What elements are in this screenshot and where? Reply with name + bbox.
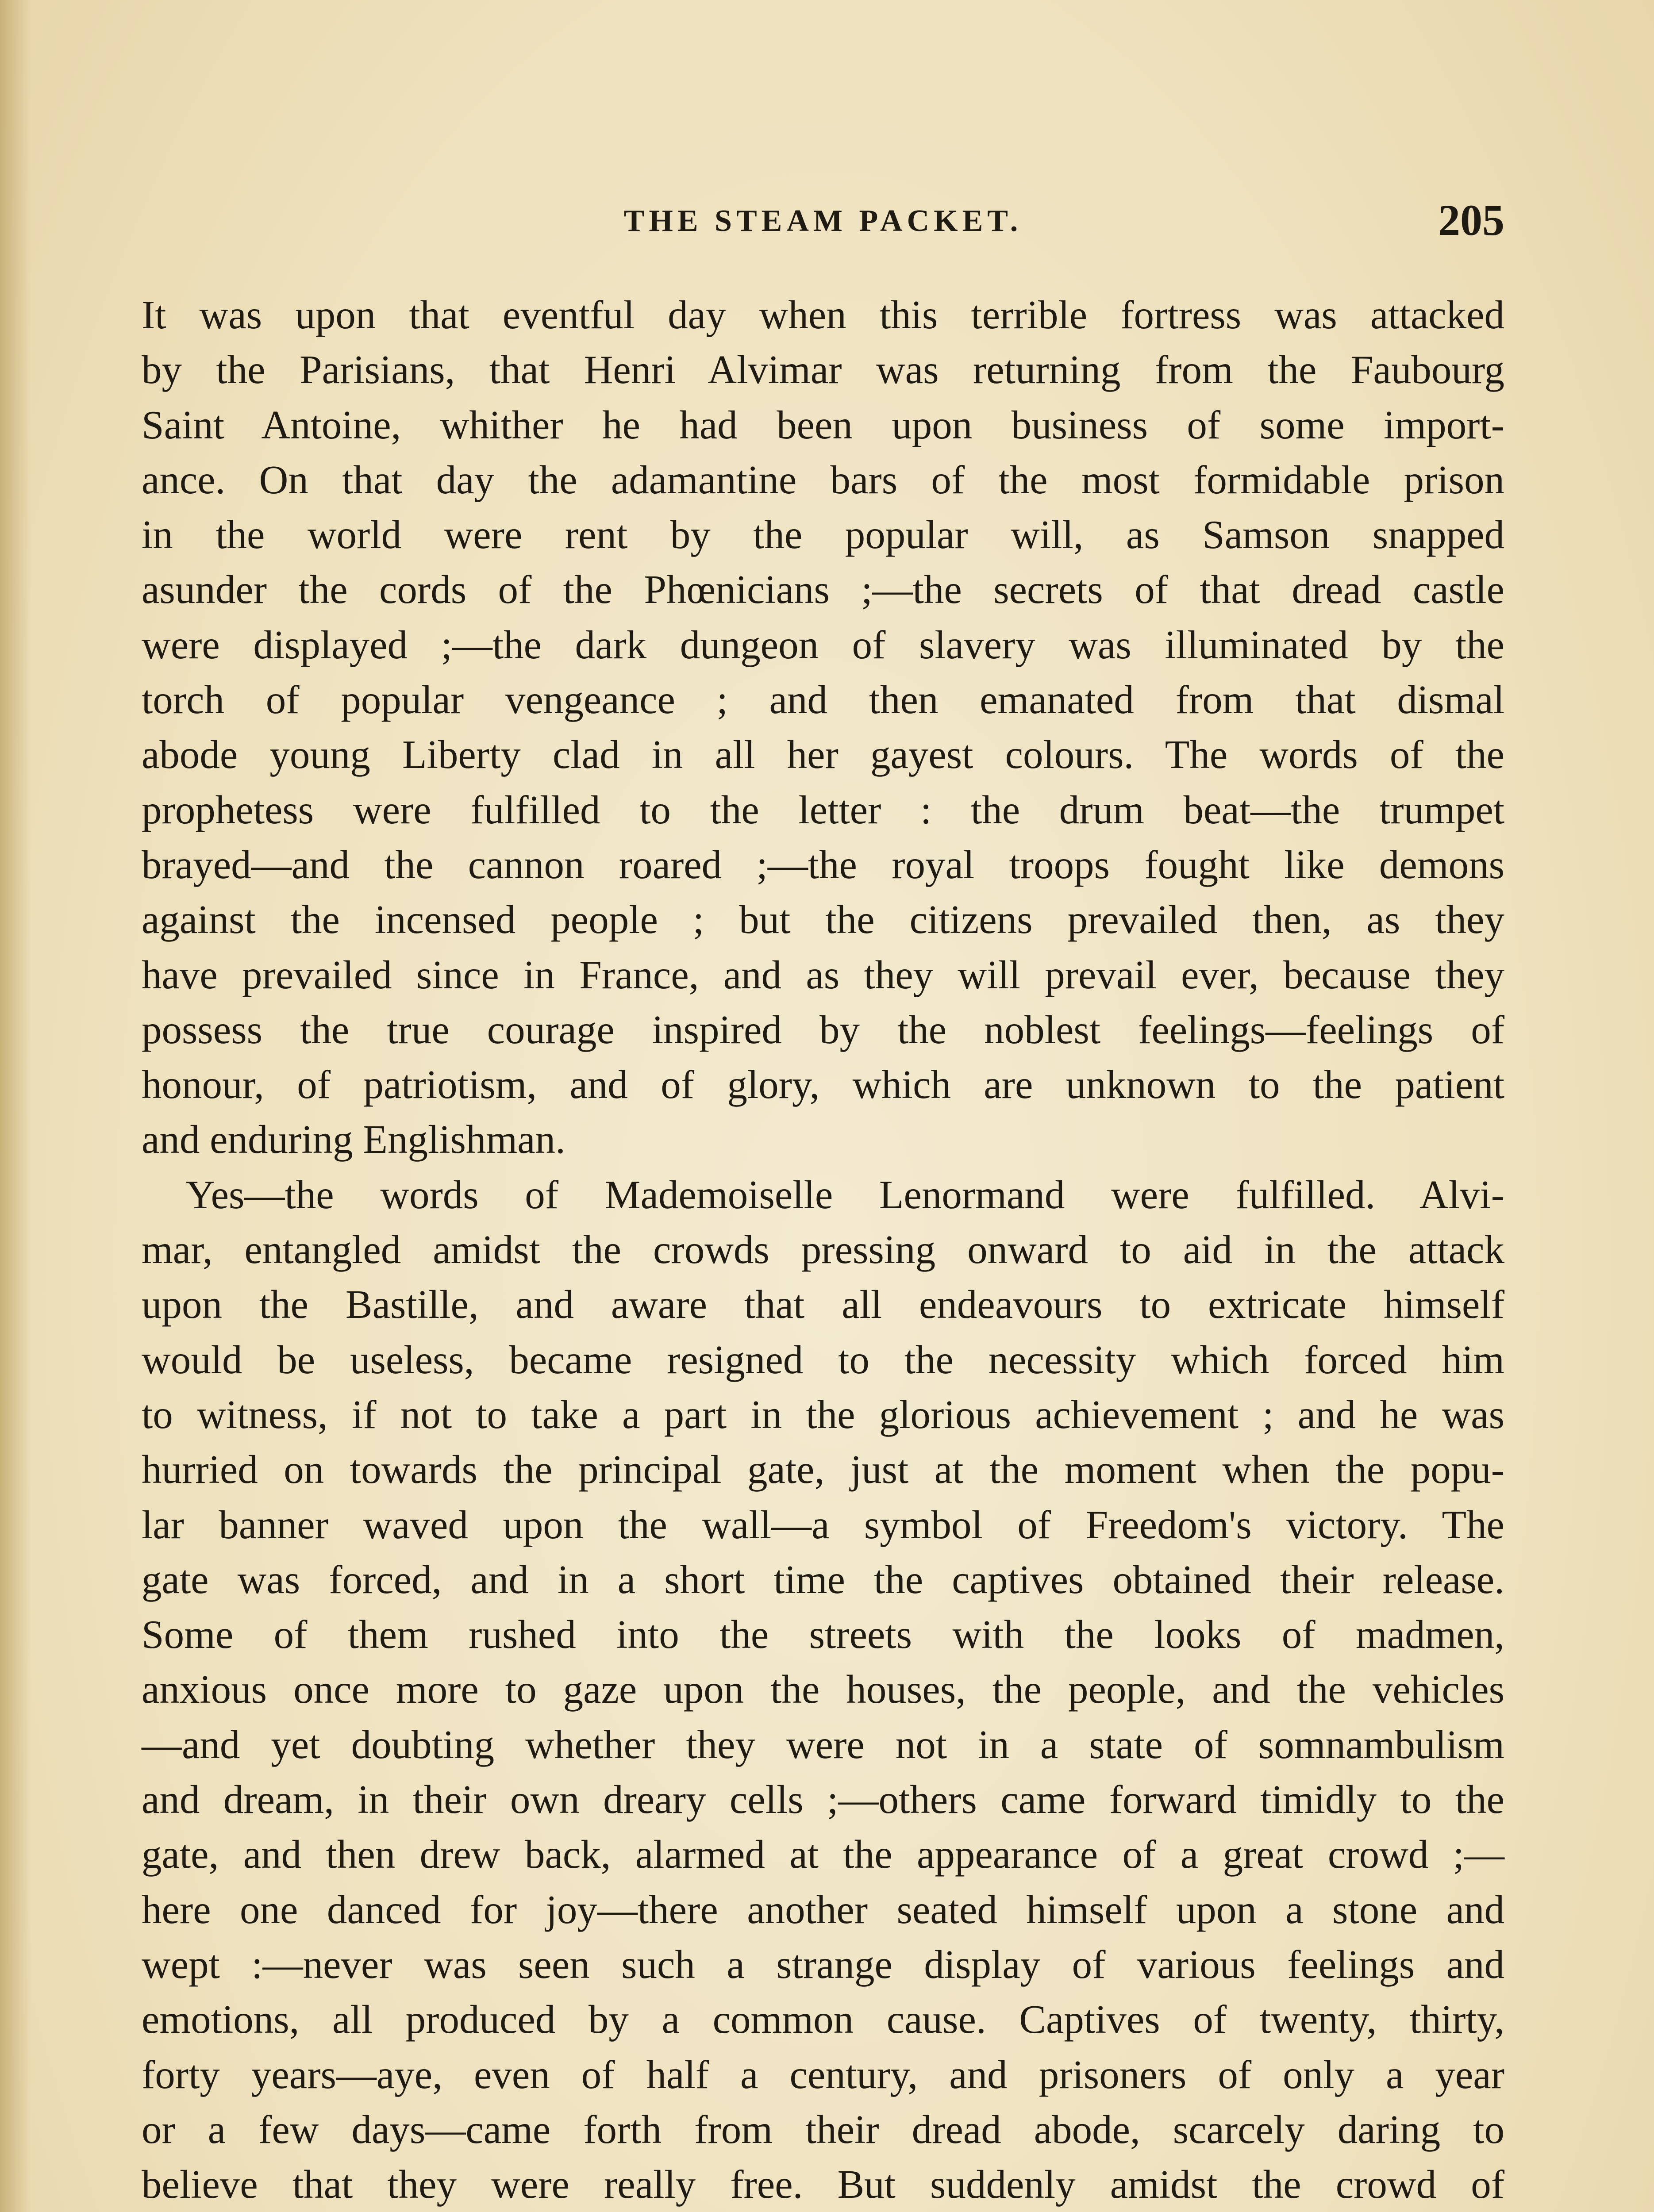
text-line: against the incensed people ; but the citizens prevailed then, as they <box>142 897 1504 942</box>
running-title: THE STEAM PACKET. <box>623 204 1023 238</box>
text-line: abode young Liberty clad in all her gayest colours. The words of the <box>142 732 1504 777</box>
text-line: asunder the cords of the Phœnicians ;—the secrets of that dread castle <box>142 567 1504 612</box>
text-line: mar, entangled amidst the crowds pressing onward to aid in the attack <box>142 1227 1504 1272</box>
text-line: Saint Antoine, whither he had been upon business of some import- <box>142 402 1504 447</box>
text-line: gate, and then drew back, alarmed at the appearance of a great crowd ;— <box>142 1832 1504 1877</box>
body-text <box>142 288 1504 2212</box>
text-line: in the world were rent by the popular will, as Samson snapped <box>142 512 1504 557</box>
text-line: brayed—and the cannon roared ;—the royal troops fought like demons <box>142 842 1504 887</box>
text-line: would be useless, became resigned to the necessity which forced him <box>142 1337 1504 1382</box>
text-line: by the Parisians, that Henri Alvimar was returning from the Faubourg <box>142 347 1504 392</box>
text-line: torch of popular vengeance ; and then emanated from that dismal <box>142 677 1504 722</box>
text-line: anxious once more to gaze upon the houses, the people, and the vehicles <box>142 1667 1504 1712</box>
page-number: 205 <box>1438 196 1504 245</box>
text-line: It was upon that eventful day when this terrible fortress was attacked <box>142 292 1504 337</box>
text-line: or a few days—came forth from their dread abode, scarcely daring to <box>142 2107 1504 2152</box>
page-edge-shading <box>0 0 31 2212</box>
text-line: here one danced for joy—there another seated himself upon a stone and <box>142 1887 1504 1932</box>
text-line: lar banner waved upon the wall—a symbol of Freedom's victory. The <box>142 1502 1504 1547</box>
text-line: and dream, in their own dreary cells ;—others came forward timidly to the <box>142 1777 1504 1822</box>
text-line: upon the Bastille, and aware that all endeavours to extricate himself <box>142 1282 1504 1327</box>
text-line: —and yet doubting whether they were not in a state of somnambulism <box>142 1722 1504 1767</box>
text-line: emotions, all produced by a common cause. Captives of twenty, thirty, <box>142 1997 1504 2042</box>
text-line: forty years—aye, even of half a century, and prisoners of only a year <box>142 2052 1504 2097</box>
text-line: Some of them rushed into the streets with the looks of madmen, <box>142 1612 1504 1657</box>
text-line: believe that they were really free. But suddenly amidst the crowd of <box>142 2162 1504 2207</box>
text-line: were displayed ;—the dark dungeon of slavery was illuminated by the <box>142 622 1504 667</box>
text-line: and enduring Englishman. <box>142 1117 565 1162</box>
text-line: honour, of patriotism, and of glory, which are unknown to the patient <box>142 1062 1504 1107</box>
text-line: possess the true courage inspired by the noblest feelings—feelings of <box>142 1007 1504 1052</box>
text-line: Yes—the words of Mademoiselle Lenormand were fulfilled. Alvi- <box>186 1172 1504 1217</box>
text-line: wept :—never was seen such a strange display of various feelings and <box>142 1942 1504 1987</box>
text-line: hurried on towards the principal gate, just at the moment when the popu- <box>142 1447 1504 1492</box>
text-line: ance. On that day the adamantine bars of the most formidable prison <box>142 457 1504 502</box>
text-line: to witness, if not to take a part in the glorious achievement ; and he was <box>142 1392 1504 1437</box>
page-header <box>142 195 1504 252</box>
text-line: have prevailed since in France, and as they will prevail ever, because they <box>142 952 1504 997</box>
text-line: gate was forced, and in a short time the captives obtained their release. <box>142 1557 1504 1602</box>
text-line: prophetess were fulfilled to the letter : the drum beat—the trumpet <box>142 787 1504 832</box>
